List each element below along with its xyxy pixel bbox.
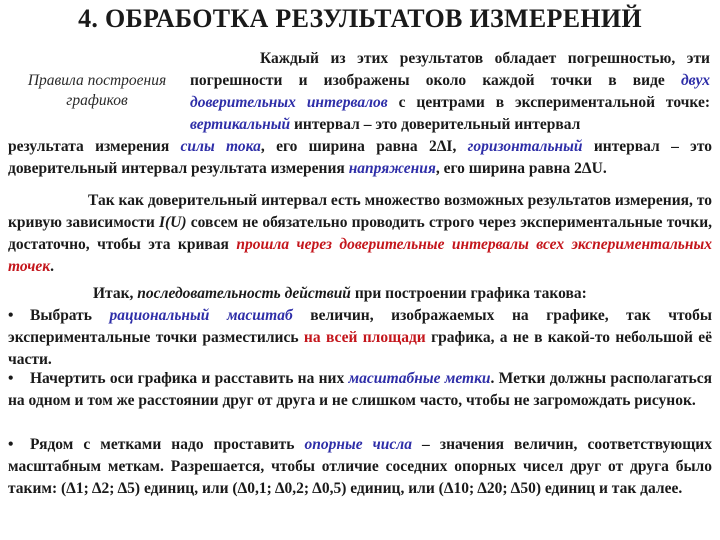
bullet-axes: [8, 368, 712, 412]
bullet1-highlight-area: на всей площади: [303, 329, 426, 346]
p2-text-1: результата измерения: [8, 138, 181, 155]
p2-text-4: , его ширина равна 2ΔU.: [435, 160, 607, 177]
p2-highlight-horizontal: горизонтальный: [467, 138, 583, 155]
p2-text-3: интервал – это доверительный интервал результата измерения: [8, 138, 712, 177]
p1-highlight-intervals: двух доверительных интервалов: [190, 72, 710, 111]
bullet3-highlight-numbers: опорные числа: [304, 436, 413, 453]
slide-title: 4. ОБРАБОТКА РЕЗУЛЬТАТОВ ИЗМЕРЕНИЙ: [78, 4, 642, 33]
p1-text-3: интервал – это доверительный интервал: [290, 116, 581, 133]
p1-text-2: с центрами в экспериментальной точке:: [387, 94, 710, 111]
p2-highlight-current: силы тока: [180, 138, 261, 155]
paragraph-intervals: [190, 48, 710, 136]
bullet2-text-2: . Метки должны располагаться на одном и том же расстоянии друг от друга и не слишком часто, чтобы не загромождать рисунок.: [8, 370, 712, 409]
bullet-scale: [8, 305, 712, 371]
bullet-reference-numbers: [8, 434, 712, 500]
paragraph-curve: [8, 190, 712, 278]
side-label-line1: Правила построения: [27, 72, 167, 89]
bullet-marker: •: [8, 307, 14, 324]
bullet1-text-3: графика, а не в какой-то небольшой её части.: [8, 329, 712, 368]
side-label-line2: графиков: [66, 92, 128, 109]
bullet1-text-1: Выбрать: [30, 307, 110, 324]
p1-text-1: Каждый из этих результатов обладает погрешностью, эти погрешности и изображены около каждой точки в виде: [190, 50, 710, 89]
bullet2-text-1: Начертить оси графика и расставить на них: [30, 370, 349, 387]
p2-highlight-voltage: напряжения: [348, 160, 436, 177]
p4-text-1: Итак,: [93, 285, 138, 302]
p3-text-3: .: [50, 258, 54, 275]
bullet-marker: •: [8, 370, 14, 387]
p4-text-2: при построении графика такова:: [350, 285, 587, 302]
p4-italic: последовательность действий: [137, 285, 351, 302]
bullet1-highlight-scale: рациональный масштаб: [109, 307, 293, 324]
bullet3-text-1: Рядом с метками надо проставить: [30, 436, 305, 453]
bullet3-text-2: – значения величин, соответствующих масштабным меткам. Разрешается, чтобы отличие соседних опорных чисел друг от друга было таким: (Δ1; Δ2; Δ5) единиц, или (Δ0,1; Δ0,2; Δ0,5) единиц, или (Δ10; Δ20; Δ50) единиц и так далее.: [8, 436, 712, 497]
p2-text-2: , его ширина равна 2ΔI,: [260, 138, 468, 155]
p3-formula: I(U): [158, 214, 187, 231]
p3-highlight-pass-through: прошла через доверительные интервалы всех экспериментальных точек: [8, 236, 713, 275]
bullet1-text-2: величин, изображаемых на графике, так чтобы экспериментальные точки разместились: [8, 307, 712, 346]
paragraph-sequence: [8, 283, 712, 305]
bullet-marker: •: [8, 436, 14, 453]
p1-highlight-vertical: вертикальный: [190, 116, 291, 133]
bullet2-highlight-marks: масштабные метки: [348, 370, 491, 387]
p3-text-1: Так как доверительный интервал есть множество возможных результатов измерения, то кривую зависимости: [8, 192, 712, 231]
side-label: [8, 71, 186, 111]
paragraph-interval-widths: [8, 136, 712, 180]
p3-text-2: совсем не обязательно проводить строго через экспериментальные точки, достаточно, чтобы эта кривая: [8, 214, 713, 253]
